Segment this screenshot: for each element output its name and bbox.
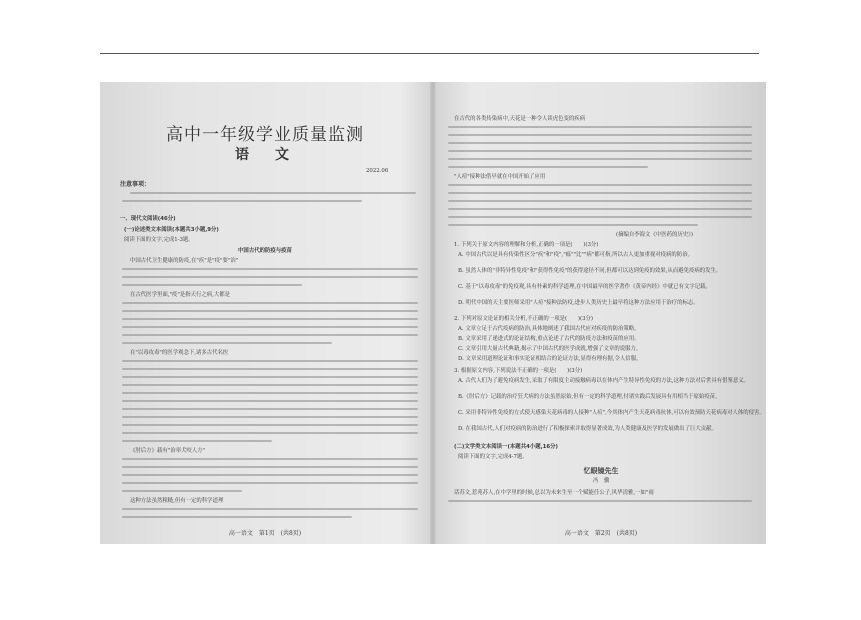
question-1: 1. 下列关于原文内容的理解和分析,正确的一项是( )(3分) [454, 242, 599, 248]
text-line [122, 318, 418, 320]
paragraph-start: 在古代的各类传染病中,天花是一种令人谈虎色变的疾病 [454, 116, 586, 122]
q2-option-d: D. 文章采用道理论证和事实论证相结合的论证方法,显得有理有据,令人信服。 [458, 356, 642, 362]
text-line [448, 126, 752, 128]
q2-option-c: C. 文章引用大量古代典籍,揭示了中国古代的医学成就,增强了文章的说服力。 [458, 346, 642, 352]
story-title: 忆眼镜先生 [583, 467, 619, 475]
text-line [122, 466, 418, 468]
q2-option-b: B. 文章采用了递进式的论证结构,重点论述了古代的防疫方法和疫苗的应用。 [458, 336, 640, 342]
exam-date: 2022.06 [366, 168, 389, 174]
question-3: 3. 根据原文内容,下列说法不正确的一项是( )(3分) [454, 368, 583, 374]
q1-option-a: A. 中国古代以是具有传染性区分"疾"和"疫","瘟""比""病"都可指,所以古人更加重视对疫病的防治。 [458, 252, 693, 258]
paragraph-start: 《肘后方》载有"治率犬咬人方" [130, 448, 206, 454]
q3-option-a: A. 古代人们为了避免疫病发生,采取了有限度主动接触病毒以在体内产生特异性免疫的方法,这种方法对后世具有借鉴意义。 [458, 378, 750, 384]
text-line [122, 508, 418, 510]
paragraph-start: 这种方法虽然粗糙,但有一定的科学道理 [130, 498, 224, 504]
text-line [448, 208, 752, 210]
subsection-heading: (一)论述类文本阅读(本题共3小题,9分) [124, 227, 219, 233]
subsection-heading: (二)文学类文本阅读一(本题共4小题,16分) [454, 444, 559, 450]
text-line [122, 482, 418, 484]
q1-option-b: B. 虽然人体的"非特异性免疫"和"获得性免疫"的获得途径不同,但都可以达到免疫的效果,从而避免疫病的发生。 [458, 268, 722, 274]
text-line [448, 158, 752, 160]
text-line [122, 384, 418, 386]
text-line [448, 216, 752, 218]
notice-line [130, 192, 416, 194]
text-line [448, 200, 752, 202]
text-line [122, 440, 272, 442]
text-line [122, 392, 418, 394]
text-line [122, 276, 418, 278]
text-line [122, 474, 418, 476]
notice-heading: 注意事项： [120, 181, 151, 188]
q2-option-a: A. 文章立足于古代疫病的防治,具体地阐述了我国古代应对疾疫的防治策略。 [458, 326, 640, 332]
text-line [122, 416, 418, 418]
text-line [448, 224, 698, 226]
text-line [448, 142, 752, 144]
instruction-text: 阅读下面的文字,完成1-3题。 [124, 237, 194, 243]
text-line [122, 432, 418, 434]
q1-option-c: C. 基于"以毒攻毒"的免疫观,具有朴素的科学道理,在中国最早的医学著作《黄帝内经》中就已有文字记载。 [458, 284, 711, 290]
text-line [122, 326, 418, 328]
paragraph-start: 在古代医学里面,"疫"是指天行之病,大都是 [130, 292, 231, 298]
q3-option-c: C. 采用非特异性免疫的方式使天感染天花病毒的人接种"人痘",今其体内产生天花病毒抗体,可以有效预防天花病毒对人体的侵害。 [458, 410, 765, 416]
text-line [122, 516, 352, 518]
left-page [100, 82, 430, 544]
notice-line [122, 200, 362, 202]
text-line [122, 400, 418, 402]
section-heading: 一、现代文阅读(46分) [120, 216, 176, 222]
question-2: 2. 下列对原文论证的相关分析,不正确的一项是( )(3分) [454, 316, 594, 322]
text-line [122, 424, 418, 426]
page-footer: 高一语文 第1页 (共8页) [228, 530, 302, 537]
text-line [122, 360, 418, 362]
text-line [122, 342, 332, 344]
text-line [122, 376, 418, 378]
top-rule [100, 53, 759, 54]
page-footer: 高一语文 第2页 (共8页) [564, 530, 638, 537]
text-line [122, 284, 302, 286]
paragraph-start: 中国古代卫生健康的防疫,在"疾"是"疫"要"治" [130, 258, 239, 264]
text-line [448, 134, 752, 136]
instruction-text: 阅读下面的文字,完成4-7题。 [458, 454, 528, 460]
text-line [122, 458, 418, 460]
q3-option-b: B.《肘后方》记载的治疗狂犬病的方法虽然原始,但有一定的科学道理,付诸实践后发展具有用相当于原始疫苗。 [458, 394, 721, 400]
q3-option-d: D. 在我国古代,人们对疫病的防治进行了积极探索并取得显著成效,为人类健康及医学的发展做出了巨大贡献。 [458, 426, 717, 432]
paragraph-start: 在"以毒攻毒"的医学观念下,诸多古代名医 [130, 350, 229, 356]
paragraph-start: "人痘"接种法借早就在中国开始了应用 [454, 174, 546, 180]
exam-title: 高中一年级学业质量监测 [166, 125, 364, 145]
story-first-line: 话苏文,惹苑苏人,在中学里的时候,总以为未来生至一个赋能任公子,风华清雅,一如"雨 [454, 490, 654, 496]
source-citation: (摘编自李海文《中医药的历史》) [616, 232, 693, 238]
text-line [448, 166, 648, 168]
text-line [448, 150, 752, 152]
text-line [448, 500, 752, 502]
text-line [122, 368, 418, 370]
text-line [122, 334, 418, 336]
story-author: 冯 骥 [592, 478, 610, 484]
subject-title: 语 文 [235, 147, 295, 163]
text-line [122, 302, 418, 304]
q1-option-d: D. 明代中国的天主要医师采用"人痘"接种法防疫,进步人类历史上最早将这种方法应用于治疗的标志。 [458, 300, 699, 306]
exam-paper-photo [100, 82, 766, 544]
text-line [448, 184, 752, 186]
text-line [122, 310, 418, 312]
text-line [122, 408, 418, 410]
text-line [122, 268, 418, 270]
text-line [122, 490, 242, 492]
right-page [436, 82, 766, 544]
text-line [448, 192, 752, 194]
article-title: 中国古代的防疫与疫苗 [238, 248, 292, 254]
